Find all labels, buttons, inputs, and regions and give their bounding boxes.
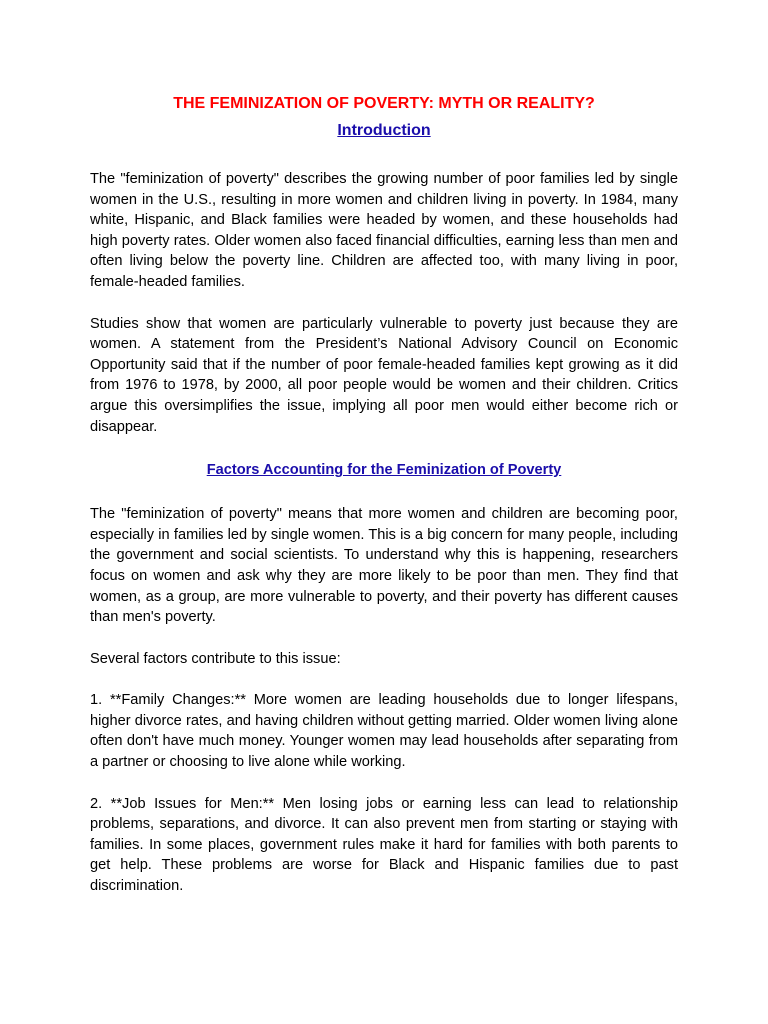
factor-item-job-issues: 2. **Job Issues for Men:** Men losing jobs or earning less can lead to relationship problems, separations, and divorce. It can also prevent men from starting or staying with families. In some places, government rules make it hard for families with both parents to get help. These problems are worse for Black and Hispanic families due to past discrimination. bbox=[90, 795, 678, 895]
factors-paragraph-2: Several factors contribute to this issue: bbox=[90, 650, 341, 667]
introduction-link[interactable]: Introduction bbox=[337, 122, 431, 139]
intro-paragraph-2: Studies show that women are particularly vulnerable to poverty just because they are women. A statement from the President’s National Advisory Council on Economic Opportunity said that if the number of poor female-headed families kept growing as it did from 1976 to 1978, by 2000, all poor people would be women and their children. Critics argue this oversimplifies the issue, implying all poor men would either become rich or disappear. bbox=[90, 315, 678, 435]
factors-paragraph-1: The "feminization of poverty" means that more women and children are becoming poor, especially in families led by single women. This is a big concern for many people, including the government and social scientists. To understand why this is happening, researchers focus on women and ask why they are more likely to be poor than men. They find that women, as a group, are more vulnerable to poverty, and their poverty has different causes than men's poverty. bbox=[90, 506, 678, 626]
factors-link[interactable]: Factors Accounting for the Feminization of Poverty bbox=[206, 462, 562, 479]
introduction-heading bbox=[90, 120, 678, 142]
factor-item-family-changes: 1. **Family Changes:** More women are leading households due to longer lifespans, higher divorce rates, and having children without getting married. Older women living alone often don't have much money. Younger women may lead households after separating from a partner or choosing to live alone while working. bbox=[90, 692, 678, 771]
factors-heading bbox=[90, 460, 678, 480]
document-title: THE FEMINIZATION OF POVERTY: MYTH OR REALITY? bbox=[173, 95, 595, 112]
intro-paragraph-1: The "feminization of poverty" describes the growing number of poor families led by single women in the U.S., resulting in more women and children living in poverty. In 1984, many white, Hispanic, and Black families were headed by women, and these households had high poverty rates. Older women also faced financial difficulties, earning less than men and often living below the poverty line. Children are affected too, with many living in poor, female-headed families. bbox=[90, 171, 678, 290]
